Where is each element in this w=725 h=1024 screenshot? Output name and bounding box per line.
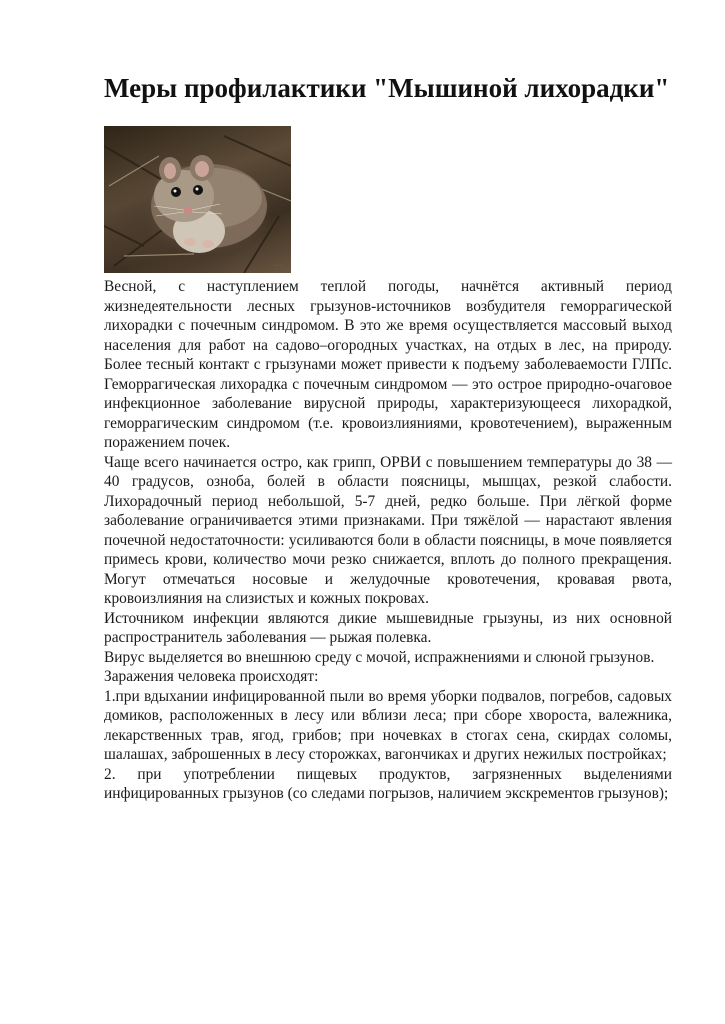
article-body [104, 277, 672, 804]
paragraph-symptoms: Чаще всего начинается остро, как грипп, ОРВИ с повышением температуры до 38 — 40 градусов, озноба, болей в области поясницы, мышцах, резкой слабости. Лихорадочный период небольшой, 5-7 дней, редко больше. При лёгкой форме заболевание ограничивается этими признаками. При тяжёлой — нарастают явления почечной недостаточности: усиливаются боли в области поясницы, в моче появляется примесь крови, количество мочи резко снижается, вплоть до полного прекращения. Могут отмечаться носовые и желудочные кровотечения, кровавая рвота, кровоизлияния на слизистых и кожных покровах. [104, 453, 672, 607]
paragraph-virus: Вирус выделяется во внешнюю среду с мочой, испражнениями и слюной грызунов. [104, 648, 655, 666]
document-page [104, 72, 672, 804]
page-title: Меры профилактики "Мышиной лихорадки" [104, 73, 670, 103]
paragraph-infection-heading: Заражения человека происходят: [104, 668, 319, 685]
paragraph-infection-2: 2. при употреблении пищевых продуктов, загрязненных выделениями инфицированных грызунов (со следами погрызов, наличием экскрементов грызунов); [104, 765, 672, 802]
mouse-illustration [104, 126, 291, 273]
paragraph-source: Источником инфекции являются дикие мышевидные грызуны, из них основной распространитель заболевания — рыжая полевка. [104, 609, 672, 646]
paragraph-infection-1: 1.при вдыхании инфицированной пыли во время уборки подвалов, погребов, садовых домиков, расположенных в лесу или вблизи леса; при сборе хвороста, валежника, лекарственных трав, ягод, грибов; при ночевках в стогах сена, скирдах соломы, шалашах, заброшенных в лесу сторожках, вагончиках и других нежилых постройках; [104, 687, 672, 763]
image-watermark: ... [274, 259, 283, 269]
mouse-photo [104, 126, 291, 273]
paragraph-intro: Весной, с наступлением теплой погоды, начнётся активный период жизнедеятельности лесных грызунов-источников возбудителя геморрагической лихорадки с почечным синдромом. В это же время осуществляется массовый выход населения для работ на садово–огородных участках, на отдых в лес, на природу. Более тесный контакт с грызунами может привести к подъему заболеваемости ГЛПс. Геморрагическая лихорадка с почечным синдромом — это острое природно-очаговое инфекционное заболевание вирусной природы, характеризующееся лихорадкой, геморрагическим синдромом (т.е. кровоизлияниями, кровотечением), выраженным поражением почек. [104, 278, 672, 451]
